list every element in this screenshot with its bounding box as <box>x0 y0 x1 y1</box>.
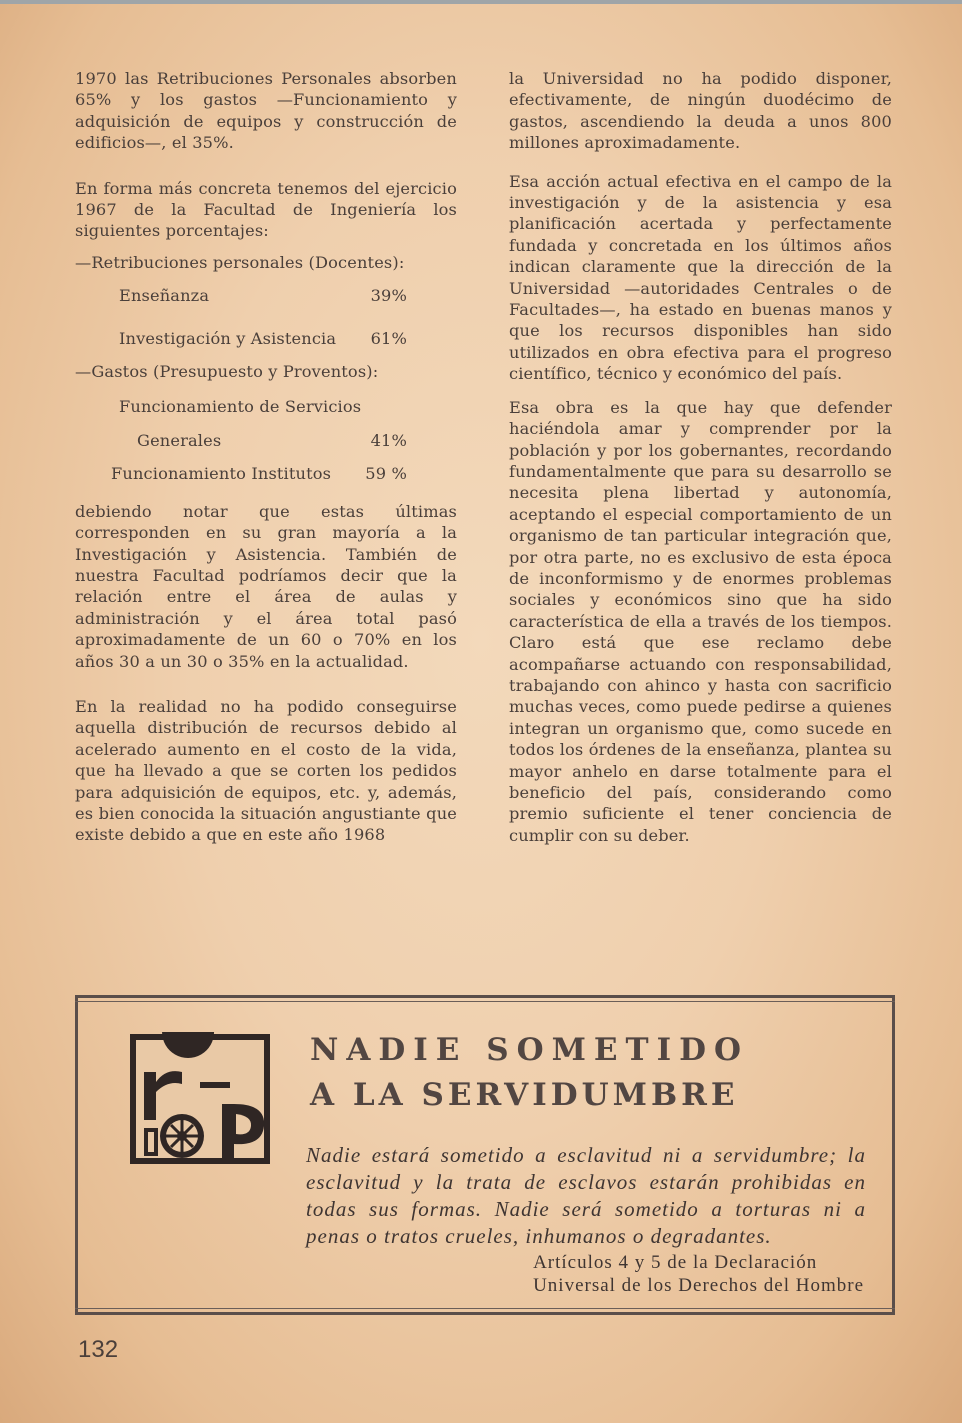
row-value: 59 % <box>365 464 407 484</box>
row-label: Funcionamiento de Servicios <box>119 397 362 417</box>
paragraph: Esa acción actual efectiva en el campo de la investigación y de la asistencia y esa planificación acertada y perfectamente fundada y concretada en los últimos años indican claramente que la dirección de la Universidad —autoridades Centrales o de Facultades—, ha estado en buenas manos y que los recursos disponibles han sido utilizados en obra efectiva para el progreso científico, técnico y económico del país. <box>509 171 892 384</box>
attribution-line-2: Universal de los Derechos del Hombre <box>533 1275 864 1296</box>
right-column <box>509 68 892 870</box>
row-label: Funcionamiento Institutos <box>111 464 332 484</box>
paragraph: la Universidad no ha podido disponer, efectivamente, de ningún duodécimo de gastos, ascendiendo la deuda a unos 800 millones aproximadamente. <box>509 69 892 153</box>
declaration-quote: Nadie estará sometido a esclavitud ni a servidumbre; la esclavitud y la trata de esclavos estarán prohibidas en todas sus formas. Nadie será sometido a torturas ni a penas o tratos crueles, inhumanos o degradantes. <box>306 1143 866 1248</box>
title-line-2: A LA SERVIDUMBRE <box>310 1077 739 1113</box>
page-number: 132 <box>78 1336 119 1363</box>
row-label: Enseñanza <box>119 286 210 306</box>
paragraph: debiendo notar que estas últimas corresponden en su gran mayoría a la Investigación y Asistencia. También de nuestra Facultad podríamos decir que la relación entre el área de aulas y administración y el área total pasó aproximadamente de un 60 o 70% en los años 30 a un 30 o 35% en la actualidad. <box>75 501 457 671</box>
ensenanza-row <box>75 285 457 306</box>
gastos-heading: —Gastos (Presupuesto y Proventos): <box>75 362 379 382</box>
attribution <box>533 1251 864 1297</box>
paragraph: 1970 las Retribuciones Personales absorben 65% y los gastos —Funcionamiento y adquisición de equipos y construcción de edificios—, el 35%. <box>75 69 457 153</box>
box-title <box>310 1028 749 1118</box>
row-value: 41% <box>370 430 407 450</box>
declaration-box <box>75 995 895 1315</box>
investigacion-row <box>75 328 457 349</box>
row-value: 39% <box>370 286 407 306</box>
funcionamiento-servicios-row <box>75 396 457 417</box>
left-column <box>75 68 457 870</box>
generales-row <box>75 430 457 451</box>
paragraph: En la realidad no ha podido conseguirse aquella distribución de recursos debido al acelerado aumento en el costo de la vida, que ha llevado a que se corten los pedidos para adquisición de equipos, etc. y, además, es bien conocida la situación angustiante que existe debido a que en este año 1968 <box>75 696 457 845</box>
institutos-row <box>75 463 457 484</box>
attribution-line-1: Artículos 4 y 5 de la Declaración <box>533 1252 818 1273</box>
rep-logo <box>126 1032 274 1168</box>
row-label: Generales <box>137 430 222 450</box>
top-edge-bar <box>0 0 962 4</box>
row-label: Investigación y Asistencia <box>119 328 337 348</box>
paragraph: En forma más concreta tenemos del ejercicio 1967 de la Facultad de Ingeniería los siguientes porcentajes: <box>75 178 457 241</box>
retribuciones-heading: —Retribuciones personales (Docentes): <box>75 252 405 272</box>
row-value: 61% <box>370 328 407 348</box>
title-line-1: NADIE SOMETIDO <box>310 1032 749 1068</box>
paragraph: Esa obra es la que hay que defender haciéndola amar y comprender por la población y por los gobernantes, recordando fundamentalmente que para su desarrollo se necesita plena libertad y autonomía, aceptando el especial comportamiento de un organismo de tan particular integración que, por otra parte, no es exclusivo de esta época de inconformismo y de enormes problemas sociales y económicos sino que ha sido característica de ella a través de los tiempos. Claro está que ese reclamo debe acompañarse actuando con responsabilidad, trabajando con ahinco y hasta con sacrificio muchas veces, como puede pedirse a quienes integran un organismo que, como sucede en todos los órdenes de la enseñanza, plantea su mayor anhelo en darse totalmente para el beneficio del país, considerando como premio suficiente el tener conciencia de cumplir con su deber. <box>509 397 892 845</box>
